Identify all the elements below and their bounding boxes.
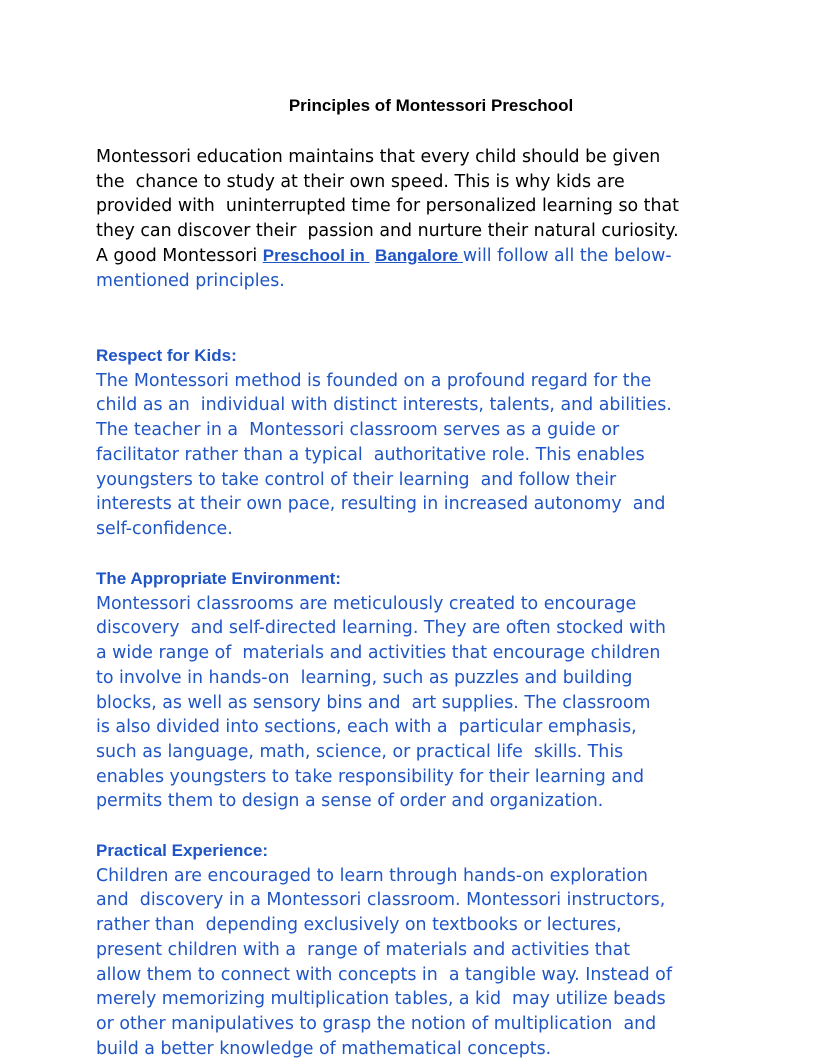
text-line: to involve in hands-on learning, such as puzzles and building (96, 667, 633, 688)
text-line: merely memorizing multiplication tables, a kid may utilize beads (96, 989, 666, 1010)
text-line: self-confidence. (96, 518, 233, 539)
text-line: permits them to design a sense of order and organization. (96, 791, 604, 812)
text-line: Children are encouraged to learn through hands-on exploration (96, 865, 648, 886)
text-line: discovery and self-directed learning. They are often stocked with (96, 618, 666, 639)
section-respect (96, 344, 776, 542)
page-title: Principles of Montessori Preschool (288, 96, 574, 115)
text-line: The teacher in a Montessori classroom serves as a guide or (96, 420, 620, 441)
text-line: present children with a range of materials and activities that (96, 939, 631, 960)
section-heading: The Appropriate Environment: (96, 569, 341, 588)
bangalore-link[interactable]: Bangalore (375, 245, 463, 265)
text-line: they can discover their passion and nurture their natural curiosity. (96, 221, 679, 242)
text-line: a wide range of materials and activities that encourage children (96, 643, 661, 664)
text-line: enables youngsters to take responsibility for their learning and (96, 766, 644, 787)
section-practical (96, 839, 776, 1061)
text-line: provided with uninterrupted time for personalized learning so that (96, 196, 679, 217)
text-line: The Montessori method is founded on a profound regard for the (96, 370, 652, 391)
text-fragment: A good Montessori (96, 245, 263, 266)
text-line: mentioned principles. (96, 270, 285, 291)
text-line: such as language, math, science, or practical life skills. This (96, 741, 624, 762)
text-line: youngsters to take control of their learning and follow their (96, 469, 617, 490)
text-line: blocks, as well as sensory bins and art supplies. The classroom (96, 692, 651, 713)
intro-paragraph (96, 145, 776, 293)
text-line: Montessori classrooms are meticulously created to encourage (96, 593, 637, 614)
preschool-link[interactable]: Preschool in (262, 245, 370, 265)
text-line: interests at their own pace, resulting in increased autonomy and (96, 494, 666, 515)
text-line: build a better knowledge of mathematical concepts. (96, 1038, 552, 1059)
section-heading: Respect for Kids: (96, 346, 237, 365)
text-line: allow them to connect with concepts in a tangible way. Instead of (96, 964, 672, 985)
text-line: rather than depending exclusively on textbooks or lectures, (96, 915, 622, 936)
text-fragment: will follow all the below- (462, 245, 672, 266)
text-line: the chance to study at their own speed. This is why kids are (96, 171, 625, 192)
text-line: facilitator rather than a typical authoritative role. This enables (96, 444, 645, 465)
text-line: is also divided into sections, each with a particular emphasis, (96, 717, 637, 738)
text-line: or other manipulatives to grasp the notion of multiplication and (96, 1013, 657, 1034)
section-heading: Practical Experience: (96, 841, 268, 860)
text-line: and discovery in a Montessori classroom. Montessori instructors, (96, 890, 666, 911)
text-line: Montessori education maintains that every child should be given (96, 147, 661, 167)
section-environment (96, 567, 776, 814)
text-line: child as an individual with distinct interests, talents, and abilities. (96, 395, 672, 416)
